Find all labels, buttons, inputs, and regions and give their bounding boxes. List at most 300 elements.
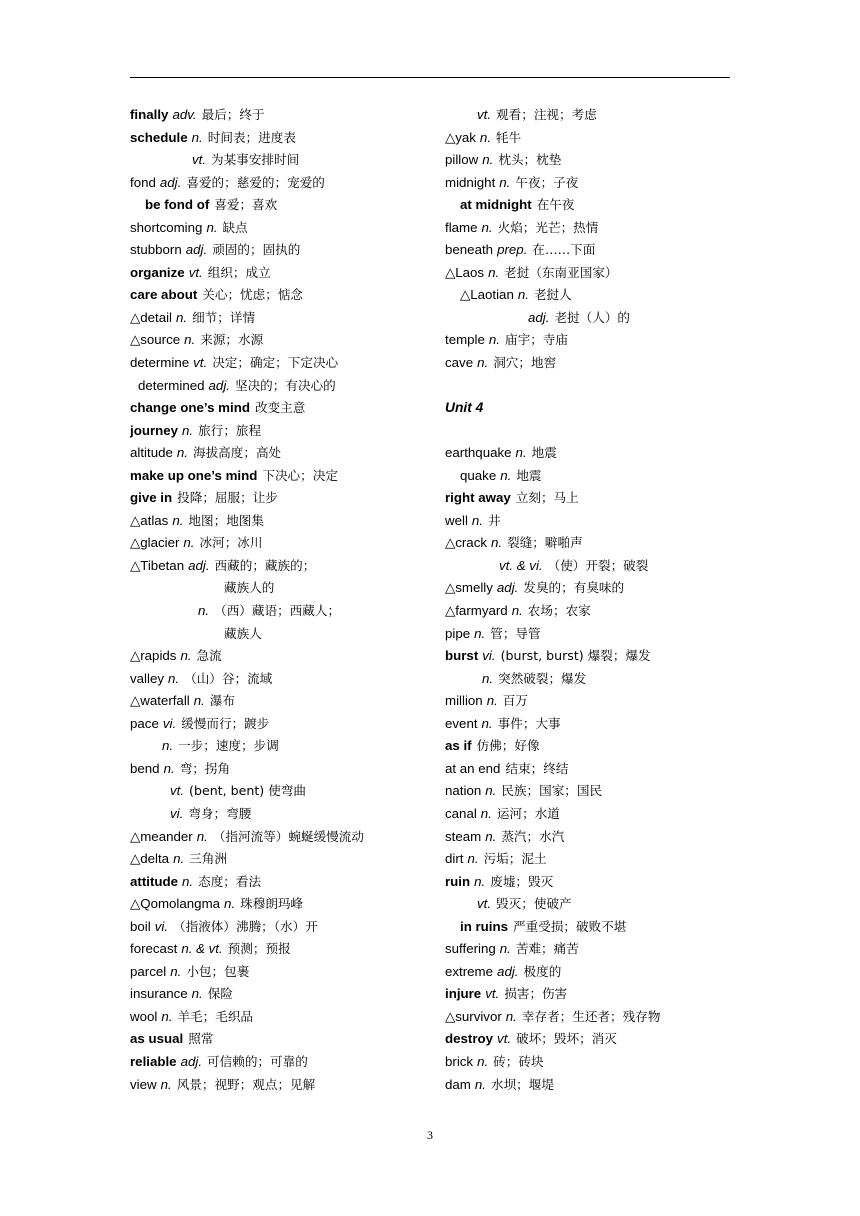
part-of-speech: adj. bbox=[180, 1053, 203, 1069]
headword: change one’s mind bbox=[130, 400, 250, 416]
headword: at an end bbox=[445, 760, 501, 776]
vocab-entry bbox=[130, 577, 450, 600]
headword: stubborn bbox=[130, 242, 182, 258]
headword: schedule bbox=[130, 129, 188, 145]
definition: 管；导管 bbox=[490, 625, 541, 641]
vocab-entry bbox=[445, 577, 765, 600]
headword: injure bbox=[445, 986, 482, 1002]
headword: ruin bbox=[445, 873, 471, 889]
definition: 关心；忧虑；惦念 bbox=[202, 287, 303, 303]
part-of-speech: adj. bbox=[497, 963, 519, 979]
vocab-entry bbox=[445, 893, 765, 916]
part-of-speech: n. bbox=[198, 603, 210, 619]
vocab-entry bbox=[445, 487, 765, 510]
headword: at midnight bbox=[460, 197, 532, 213]
vocab-entry bbox=[445, 961, 765, 984]
part-of-speech: vt. bbox=[192, 152, 207, 168]
headword: extreme bbox=[445, 963, 494, 979]
vocab-entry bbox=[130, 668, 450, 691]
vocab-entry bbox=[445, 127, 765, 150]
definition: 午夜；子夜 bbox=[515, 174, 579, 190]
definition: 下决心；决定 bbox=[262, 467, 338, 483]
vocab-entry bbox=[130, 284, 450, 307]
definition: 枕头；枕垫 bbox=[498, 152, 562, 168]
vocab-entry bbox=[445, 465, 765, 488]
definition: 冰河；冰川 bbox=[199, 535, 263, 551]
definition: 井 bbox=[488, 512, 501, 528]
definition: 一步；速度；步调 bbox=[178, 738, 279, 754]
vocab-entry bbox=[445, 194, 765, 217]
definition: 百万 bbox=[502, 693, 528, 709]
headword: reliable bbox=[130, 1053, 177, 1069]
headword: as if bbox=[445, 738, 472, 754]
vocab-entry bbox=[130, 307, 450, 330]
vocab-entry bbox=[445, 442, 765, 465]
headword: event bbox=[445, 715, 478, 731]
definition: 地震 bbox=[531, 445, 557, 461]
part-of-speech: n. bbox=[467, 851, 479, 867]
headword: forecast bbox=[130, 941, 178, 957]
vocab-entry bbox=[445, 104, 765, 127]
vocab-entry bbox=[445, 420, 765, 443]
part-of-speech: adv. bbox=[172, 107, 197, 122]
definition: 改变主意 bbox=[254, 400, 306, 416]
part-of-speech: n. bbox=[162, 738, 174, 754]
vocab-entry bbox=[445, 397, 765, 420]
headword: journey bbox=[130, 422, 179, 438]
part-of-speech: n. bbox=[482, 670, 494, 686]
vocab-entry bbox=[130, 893, 450, 916]
headword: destroy bbox=[445, 1031, 494, 1047]
headword: brick bbox=[445, 1053, 474, 1069]
headword: make up one’s mind bbox=[130, 467, 258, 483]
headword: pace bbox=[130, 715, 159, 731]
headword: burst bbox=[445, 648, 479, 664]
definition: （指河流等）蜿蜒缓慢流动 bbox=[212, 828, 364, 844]
vocab-entry bbox=[130, 510, 450, 533]
part-of-speech: n. bbox=[206, 219, 218, 235]
headword: give in bbox=[130, 490, 173, 506]
vocab-entry bbox=[130, 104, 450, 127]
definition: 决定；确定；下定决心 bbox=[212, 355, 339, 371]
headword: determined bbox=[138, 377, 205, 393]
part-of-speech: n. bbox=[180, 648, 192, 664]
part-of-speech: adj. bbox=[496, 580, 519, 596]
vocab-entry bbox=[130, 871, 450, 894]
definition: 小包；包裹 bbox=[186, 963, 250, 979]
definition: 急流 bbox=[196, 648, 222, 664]
vocab-entry bbox=[130, 262, 450, 285]
headword: dam bbox=[445, 1076, 471, 1092]
part-of-speech: n. bbox=[488, 332, 501, 348]
definition: 牦牛 bbox=[496, 129, 522, 145]
part-of-speech: n. bbox=[517, 287, 529, 303]
headword: △detail bbox=[130, 309, 173, 325]
part-of-speech: n. bbox=[471, 512, 483, 528]
headword: earthquake bbox=[445, 445, 512, 461]
definition: 老挝（人）的 bbox=[554, 309, 631, 325]
headword: steam bbox=[445, 828, 482, 844]
definition: 结束；终结 bbox=[505, 760, 569, 776]
vocab-entry bbox=[445, 713, 765, 736]
vocab-entry bbox=[130, 217, 450, 240]
vocab-entry bbox=[130, 532, 450, 555]
definition: 污垢；泥土 bbox=[483, 851, 547, 867]
headword: parcel bbox=[130, 963, 167, 979]
vocab-entry bbox=[130, 352, 450, 375]
part-of-speech: n. bbox=[511, 603, 523, 619]
definition: 庙宇；寺庙 bbox=[505, 332, 568, 348]
vocab-entry bbox=[130, 1028, 450, 1051]
part-of-speech: n. bbox=[482, 152, 494, 168]
definition: 弯；拐角 bbox=[179, 760, 231, 776]
definition: 预测；预报 bbox=[227, 941, 291, 957]
definition: 喜爱；喜欢 bbox=[214, 197, 278, 213]
definition: 毁灭；使破产 bbox=[496, 896, 572, 912]
part-of-speech: adj. bbox=[159, 174, 182, 190]
definition: 风景；视野；观点；见解 bbox=[176, 1076, 316, 1092]
vocab-entry bbox=[445, 555, 765, 578]
part-of-speech: n. bbox=[196, 828, 208, 844]
vocab-entry bbox=[130, 600, 450, 623]
part-of-speech: n. bbox=[485, 828, 497, 844]
part-of-speech: n. bbox=[474, 873, 486, 889]
headword: △meander bbox=[130, 828, 193, 844]
headword: pipe bbox=[445, 625, 471, 641]
definition: 时间表；进度表 bbox=[207, 129, 296, 145]
definition: 海拔高度；高处 bbox=[192, 445, 282, 461]
definition: （指液体）沸腾；（水）开 bbox=[173, 918, 318, 934]
vocab-entry bbox=[130, 1051, 450, 1074]
part-of-speech: n. bbox=[499, 174, 511, 190]
headword: attitude bbox=[130, 873, 179, 889]
part-of-speech: adj. bbox=[185, 242, 208, 258]
part-of-speech: vt. bbox=[170, 783, 185, 799]
definition: 弯身；弯腰 bbox=[188, 805, 252, 821]
headword: fond bbox=[130, 174, 156, 190]
vocab-entry bbox=[130, 329, 450, 352]
headword: beneath bbox=[445, 242, 494, 258]
headword: dirt bbox=[445, 851, 464, 867]
definition: 旅行；旅程 bbox=[198, 422, 262, 438]
vocab-entry bbox=[130, 848, 450, 871]
headword: quake bbox=[460, 467, 497, 483]
part-of-speech: n. bbox=[160, 1076, 172, 1092]
unit-heading: Unit 4 bbox=[445, 400, 484, 416]
definition: 可信赖的；可靠的 bbox=[207, 1053, 308, 1069]
vocab-entry bbox=[445, 826, 765, 849]
part-of-speech: vi. bbox=[170, 805, 184, 821]
part-of-speech: vt. & vi. bbox=[499, 557, 543, 573]
part-of-speech: n. bbox=[500, 467, 512, 483]
definition: 羊毛；毛织品 bbox=[177, 1008, 254, 1024]
definition: 火焰；光芒；热情 bbox=[497, 219, 599, 235]
definition: 照常 bbox=[188, 1031, 214, 1047]
part-of-speech: n. bbox=[173, 851, 185, 867]
definition: 缺点 bbox=[222, 219, 248, 235]
vocab-entry bbox=[130, 465, 450, 488]
headword: △Laotian bbox=[460, 287, 514, 303]
vocab-entry bbox=[130, 916, 450, 939]
part-of-speech: n. bbox=[486, 693, 498, 709]
definition: 废墟；毁灭 bbox=[490, 873, 554, 889]
definition: 地震 bbox=[516, 467, 542, 483]
headword: △rapids bbox=[130, 648, 177, 664]
vocab-entry bbox=[445, 329, 765, 352]
headword: determine bbox=[130, 355, 190, 371]
part-of-speech: vt. bbox=[497, 1031, 512, 1047]
vocab-entry bbox=[445, 848, 765, 871]
vocab-entry bbox=[130, 735, 450, 758]
definition: 损害；伤害 bbox=[504, 986, 568, 1002]
definition: 事件；大事 bbox=[497, 715, 561, 731]
part-of-speech: n. bbox=[479, 129, 492, 145]
vocab-entry bbox=[130, 780, 450, 803]
vocab-entry bbox=[445, 284, 765, 307]
definition: 藏族人 bbox=[224, 625, 262, 641]
vocab-entry bbox=[445, 1074, 765, 1097]
definition: 瀑布 bbox=[209, 693, 236, 709]
vocab-entry bbox=[445, 938, 765, 961]
headword: △farmyard bbox=[445, 603, 508, 619]
part-of-speech: n. bbox=[184, 332, 196, 348]
vocab-entry bbox=[130, 149, 450, 172]
part-of-speech: n. bbox=[176, 309, 188, 325]
definition: 在……下面 bbox=[532, 242, 596, 258]
part-of-speech: vi. bbox=[482, 648, 496, 664]
vocab-entry bbox=[445, 375, 765, 398]
vocab-entry bbox=[445, 172, 765, 195]
vocab-entry bbox=[445, 758, 765, 781]
definition: 老挝（东南亚国家） bbox=[504, 264, 618, 280]
part-of-speech: vt. bbox=[188, 264, 203, 280]
part-of-speech: vi. bbox=[162, 715, 177, 731]
definition: 缓慢而行；踱步 bbox=[181, 715, 270, 731]
definition: 仿佛；好像 bbox=[476, 738, 540, 754]
vocab-entry bbox=[130, 1006, 450, 1029]
definition: 藏族人的 bbox=[224, 580, 275, 596]
vocab-entry bbox=[445, 780, 765, 803]
part-of-speech: n. bbox=[477, 1053, 489, 1069]
part-of-speech: n. bbox=[477, 355, 489, 371]
definition: 洞穴；地窖 bbox=[493, 355, 557, 371]
vocab-entry bbox=[445, 262, 765, 285]
part-of-speech: adj. bbox=[188, 557, 210, 573]
part-of-speech: n. bbox=[170, 963, 182, 979]
headword: △survivor bbox=[445, 1008, 502, 1024]
part-of-speech: vt. bbox=[477, 107, 492, 122]
vocab-entry bbox=[130, 375, 450, 398]
headword: valley bbox=[130, 670, 164, 686]
definition: 民族；国家；国民 bbox=[501, 783, 603, 799]
headword: △Laos bbox=[445, 264, 485, 280]
headword: right away bbox=[445, 490, 511, 506]
headword: care about bbox=[130, 287, 198, 303]
part-of-speech: n. bbox=[488, 264, 500, 280]
vocab-entry bbox=[130, 555, 450, 578]
vocab-entry bbox=[445, 668, 765, 691]
headword: △source bbox=[130, 332, 181, 348]
headword: shortcoming bbox=[130, 219, 203, 235]
headword: △crack bbox=[445, 535, 487, 551]
definition: 发臭的；有臭味的 bbox=[523, 580, 625, 596]
part-of-speech: n. bbox=[491, 535, 503, 551]
vocab-entry bbox=[130, 397, 450, 420]
vocab-entry bbox=[130, 442, 450, 465]
headword: midnight bbox=[445, 174, 496, 190]
definition: 严重受损；破败不堪 bbox=[513, 918, 627, 934]
part-of-speech: vt. bbox=[193, 355, 208, 371]
part-of-speech: n. bbox=[224, 896, 236, 912]
definition: (burst, burst) 爆裂；爆发 bbox=[500, 648, 651, 664]
vocab-entry bbox=[130, 961, 450, 984]
definition: (bent, bent) 使弯曲 bbox=[189, 783, 306, 799]
part-of-speech: n. bbox=[515, 445, 527, 461]
definition: 蒸汽；水汽 bbox=[501, 828, 565, 844]
part-of-speech: n. bbox=[485, 783, 497, 799]
definition: 运河；水道 bbox=[496, 805, 560, 821]
definition: 立刻；马上 bbox=[515, 490, 579, 506]
definition: 顽固的；固执的 bbox=[212, 242, 301, 258]
part-of-speech: n. & vt. bbox=[181, 941, 223, 957]
headword: well bbox=[445, 512, 468, 528]
definition: 喜爱的；慈爱的；宠爱的 bbox=[186, 174, 325, 190]
headword: pillow bbox=[445, 152, 479, 168]
headword: organize bbox=[130, 264, 185, 280]
definition: 极度的 bbox=[523, 963, 562, 979]
definition: 为某事安排时间 bbox=[211, 152, 300, 168]
definition: 三角洲 bbox=[189, 851, 227, 867]
definition: 破坏；毁坏；消灭 bbox=[516, 1031, 617, 1047]
part-of-speech: n. bbox=[193, 693, 205, 709]
definition: 老挝人 bbox=[533, 287, 572, 303]
headword: as usual bbox=[130, 1031, 184, 1047]
part-of-speech: n. bbox=[191, 129, 203, 145]
definition: 来源；水源 bbox=[200, 332, 264, 348]
part-of-speech: n. bbox=[183, 535, 195, 551]
right-column bbox=[445, 104, 765, 1096]
vocab-entry bbox=[445, 871, 765, 894]
definition: 在午夜 bbox=[536, 197, 575, 213]
part-of-speech: n. bbox=[176, 445, 188, 461]
headword: insurance bbox=[130, 986, 188, 1002]
definition: 观看；注视；考虑 bbox=[496, 107, 597, 122]
part-of-speech: n. bbox=[481, 715, 493, 731]
vocab-entry bbox=[130, 826, 450, 849]
vocab-entry bbox=[130, 623, 450, 646]
definition: 细节；详情 bbox=[192, 309, 256, 325]
headword: △Qomolangma bbox=[130, 896, 221, 912]
vocab-entry bbox=[130, 194, 450, 217]
vocab-entry bbox=[445, 510, 765, 533]
definition: 珠穆朗玛峰 bbox=[240, 896, 304, 912]
part-of-speech: adj. bbox=[528, 309, 550, 325]
vocab-entry bbox=[445, 803, 765, 826]
headword: wool bbox=[130, 1008, 158, 1024]
headword: million bbox=[445, 693, 483, 709]
definition: 苦难；痛苦 bbox=[515, 941, 579, 957]
headword: finally bbox=[130, 107, 169, 122]
headword: suffering bbox=[445, 941, 496, 957]
headword: △smelly bbox=[445, 580, 493, 596]
vocab-entry bbox=[445, 217, 765, 240]
page-number: 3 bbox=[427, 1128, 433, 1142]
part-of-speech: vt. bbox=[477, 896, 492, 912]
vocab-entry bbox=[445, 239, 765, 262]
definition: 地图；地图集 bbox=[188, 512, 264, 528]
definition: 水坝；堰堤 bbox=[490, 1076, 554, 1092]
vocab-entry bbox=[445, 352, 765, 375]
vocab-entry bbox=[130, 127, 450, 150]
vocab-entry bbox=[130, 803, 450, 826]
part-of-speech: n. bbox=[163, 760, 175, 776]
vocab-entry bbox=[445, 735, 765, 758]
headword: △waterfall bbox=[130, 693, 190, 709]
headword: canal bbox=[445, 805, 477, 821]
vocab-entry bbox=[130, 239, 450, 262]
headword: temple bbox=[445, 332, 485, 348]
part-of-speech: n. bbox=[182, 422, 194, 438]
definition: （使）开裂；破裂 bbox=[547, 557, 649, 573]
vocab-entry bbox=[130, 1074, 450, 1097]
definition: 保险 bbox=[207, 986, 233, 1002]
vocab-entry bbox=[130, 172, 450, 195]
definition: （西）藏语；西藏人； bbox=[214, 603, 341, 619]
part-of-speech: n. bbox=[474, 1076, 486, 1092]
headword: flame bbox=[445, 219, 478, 235]
part-of-speech: prep. bbox=[497, 242, 528, 258]
headword: boil bbox=[130, 918, 151, 934]
vocab-entry bbox=[130, 713, 450, 736]
definition: 西藏的；藏族的； bbox=[214, 557, 316, 573]
headword: △yak bbox=[445, 129, 476, 145]
headword: nation bbox=[445, 783, 482, 799]
left-column bbox=[130, 104, 450, 1096]
vocab-entry bbox=[445, 149, 765, 172]
headword: altitude bbox=[130, 445, 173, 461]
headword: △atlas bbox=[130, 512, 169, 528]
part-of-speech: n. bbox=[161, 1008, 173, 1024]
part-of-speech: vt. bbox=[485, 986, 500, 1002]
definition: 突然破裂；爆发 bbox=[498, 670, 587, 686]
definition: 裂缝；噼啪声 bbox=[507, 535, 583, 551]
vocab-entry bbox=[445, 1051, 765, 1074]
definition: 投降；屈服；让步 bbox=[177, 490, 278, 506]
vocab-entry bbox=[445, 983, 765, 1006]
definition: 态度；看法 bbox=[198, 873, 262, 889]
part-of-speech: n. bbox=[505, 1008, 517, 1024]
headword: view bbox=[130, 1076, 157, 1092]
vocab-entry bbox=[130, 487, 450, 510]
headword: cave bbox=[445, 355, 474, 371]
vocab-entry bbox=[445, 532, 765, 555]
part-of-speech: n. bbox=[172, 512, 184, 528]
vocab-entry bbox=[130, 758, 450, 781]
vocab-entry bbox=[130, 645, 450, 668]
vocab-entry bbox=[445, 1006, 765, 1029]
definition: 砖；砖块 bbox=[493, 1053, 544, 1069]
vocab-entry bbox=[130, 938, 450, 961]
vocab-entry bbox=[445, 623, 765, 646]
headword: △Tibetan bbox=[130, 557, 185, 573]
vocab-entry bbox=[445, 1028, 765, 1051]
vocab-entry bbox=[130, 690, 450, 713]
vocab-entry bbox=[445, 307, 765, 330]
definition: 坚决的；有决心的 bbox=[234, 377, 336, 393]
definition: （山）谷；流域 bbox=[184, 670, 273, 686]
vocab-entry bbox=[445, 600, 765, 623]
definition: 组织；成立 bbox=[207, 264, 271, 280]
